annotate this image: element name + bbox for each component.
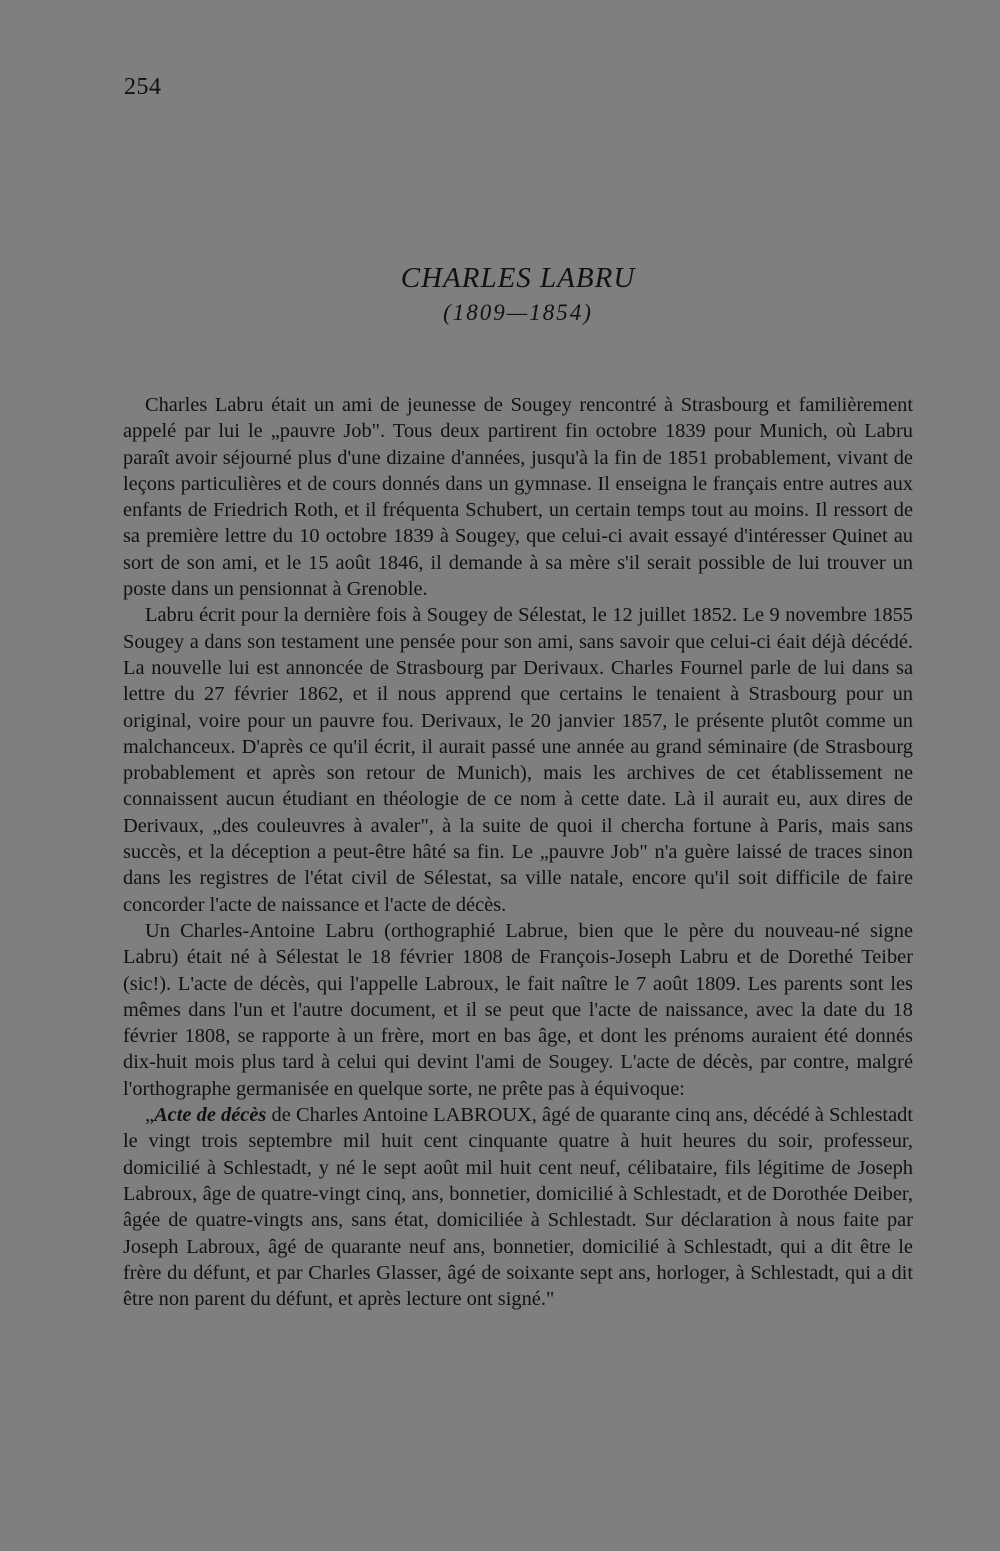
- quote-emphasis: Acte de décès: [154, 1104, 267, 1127]
- chapter-title: CHARLES LABRU: [400, 262, 636, 294]
- chapter-heading: [0, 260, 1000, 330]
- body-text: [123, 392, 913, 1312]
- paragraph: Un Charles-Antoine Labru (orthographié Labrue, bien que le père du nouveau-né signe Labru) était né à Sélestat le 18 février 1808 de François-Joseph Labru et de Dorethé Teiber (sic!). L'acte de décès, qui l'appelle Labroux, le fait naître le 7 août 1809. Les parents sont les mêmes dans l'un et l'autre document, et il se peut que l'acte de naissance, avec la date du 18 février 1808, se rapporte à un frère, mort en bas âge, et dont les prénoms auraient été donnés dix-huit mois plus tard à celui qui devint l'ami de Sougey. L'acte de décès, par contre, malgré l'orthographe germanisée en quelque sorte, ne prête pas à équivoque:: [123, 919, 913, 1100]
- page-number: 254: [124, 74, 162, 100]
- quote-text: de Charles Antoine LABROUX, âgé de quarante cinq ans, décédé à Schlestadt le vingt trois septembre mil huit cent cinquante quatre à huit heures du soir, professeur, domicilié à Schlestadt, y né le sept août mil huit cent neuf, célibataire, fils légitime de Joseph Labroux, âge de quatre-vingt cinq, ans, bonnetier, domicilié à Schlestadt, et de Dorothée Deiber, âgée de quatre-vingts ans, sans état, domiciliée à Schlestadt. Sur déclaration à nous faite par Joseph Labroux, âgé de quarante neuf ans, bonnetier, domicilié à Schlestadt, qui a dit être le frère du défunt, et par Charles Glasser, âgé de soixante sept ans, horloger, à Schlestadt, qui a dit être non parent du défunt, et après lecture ont signé.": [123, 1104, 913, 1311]
- paragraph: Charles Labru était un ami de jeunesse de Sougey rencontré à Strasbourg et familièrement appelé par lui le „pauvre Job". Tous deux partirent fin octobre 1839 pour Munich, où Labru paraît avoir séjourné plus d'une dizaine d'années, jusqu'à la fin de 1851 probablement, vivant de leçons particulières et de cours donnés dans un gymnase. Il enseigna le français entre autres aux enfants de Friedrich Roth, et il fréquenta Schubert, un certain temps tout au moins. Il ressort de sa première lettre du 10 octobre 1839 à Sougey, que celui-ci avait essayé d'intéresser Quinet au sort de son ami, et le 15 août 1846, il demande à sa mère s'il serait possible de lui trouver un poste dans un pensionnat à Grenoble.: [123, 394, 913, 601]
- paragraph: Labru écrit pour la dernière fois à Sougey de Sélestat, le 12 juillet 1852. Le 9 novembre 1855 Sougey a dans son testament une pensée pour son ami, sans savoir que celui-ci éait déjà décédé. La nouvelle lui est annoncée de Strasbourg par Derivaux. Charles Fournel parle de lui dans sa lettre du 27 février 1862, et il nous apprend que certains le tenaient à Strasbourg pour un original, voire pour un pauvre fou. Derivaux, le 20 janvier 1857, le présente plutôt comme un malchanceux. D'après ce qu'il écrit, il aurait passé une année au grand séminaire (de Strasbourg probablement et après son retour de Munich), mais les archives de cet établissement ne connaissent aucun étudiant en théologie de ce nom à cette date. Là il aurait eu, aux dires de Derivaux, „des couleuvres à avaler", à la suite de quoi il chercha fortune à Paris, mais sans succès, et la déception a peut-être hâté sa fin. Le „pauvre Job" n'a guère laissé de traces sinon dans les registres de l'état civil de Sélestat, sa ville natale, encore qu'il soit difficile de faire concorder l'acte de naissance et l'acte de décès.: [123, 604, 913, 916]
- chapter-dates: (1809—1854): [443, 300, 593, 325]
- quote-open-mark: „: [145, 1104, 155, 1127]
- quoted-death-certificate: [123, 1102, 913, 1312]
